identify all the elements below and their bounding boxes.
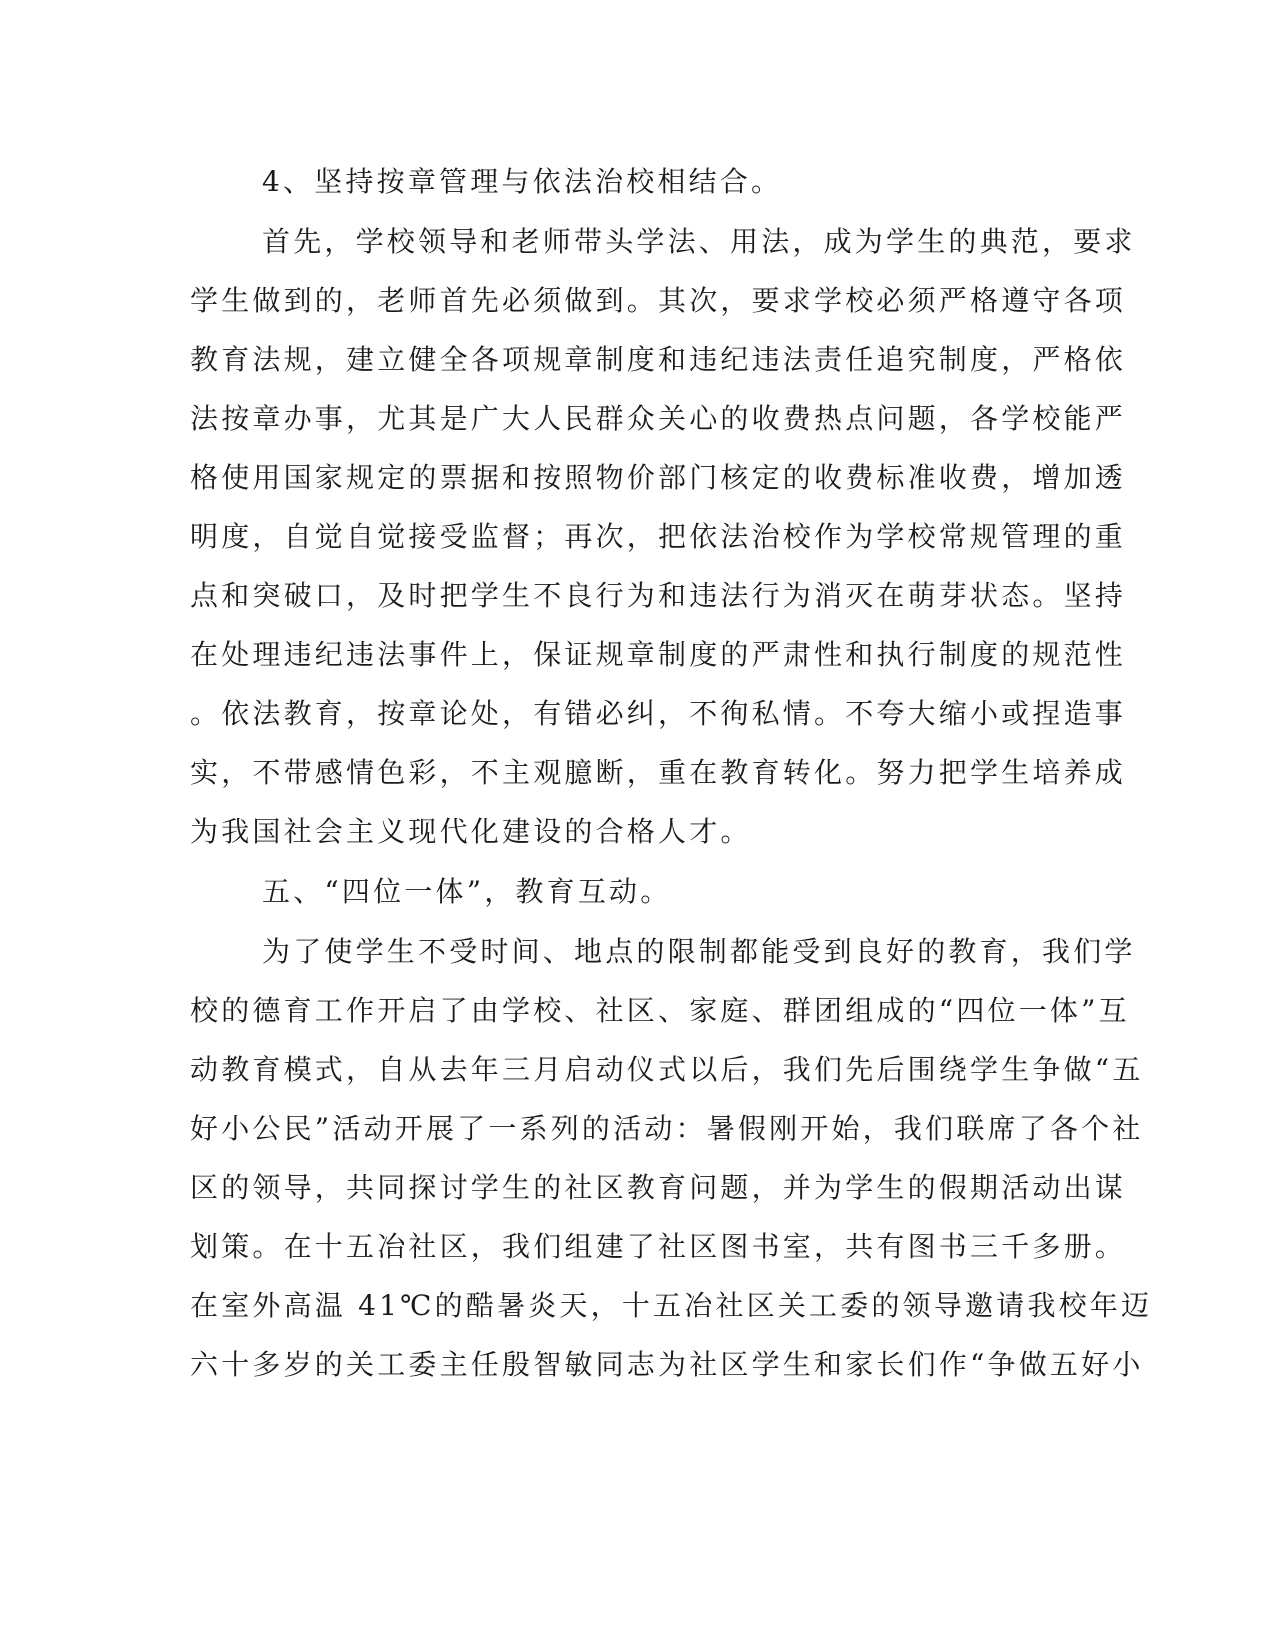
paragraph-line: 首先，学校领导和老师带头学法、用法，成为学生的典范，要求: [262, 225, 1136, 258]
paragraph-line: 六十多岁的关工委主任殷智敏同志为社区学生和家长们作“争做五好小: [190, 1348, 1144, 1381]
paragraph-line: 在室外高温 41℃的酷暑炎天，十五冶社区关工委的领导邀请我校年迈: [190, 1289, 1153, 1322]
paragraph-line: 格使用国家规定的票据和按照物价部门核定的收费标准收费，增加透: [190, 461, 1127, 494]
paragraph-line: 为我国社会主义现代化建设的合格人才。: [190, 815, 752, 848]
paragraph-line: 明度，自觉自觉接受监督；再次，把依法治校作为学校常规管理的重: [190, 520, 1127, 553]
section-heading: 4、坚持按章管理与依法治校相结合。: [262, 165, 783, 198]
paragraph-line: 教育法规，建立健全各项规章制度和违纪违法责任追究制度，严格依: [190, 343, 1127, 376]
paragraph-line: 划策。在十五冶社区，我们组建了社区图书室，共有图书三千多册。: [190, 1230, 1127, 1263]
paragraph-line: 点和突破口，及时把学生不良行为和违法行为消灭在萌芽状态。坚持: [190, 579, 1127, 612]
paragraph-line: 法按章办事，尤其是广大人民群众关心的收费热点问题，各学校能严: [190, 402, 1127, 435]
paragraph-line: 实，不带感情色彩，不主观臆断，重在教育转化。努力把学生培养成: [190, 756, 1127, 789]
paragraph-line: 学生做到的，老师首先必须做到。其次，要求学校必须严格遵守各项: [190, 284, 1127, 317]
paragraph-line: 动教育模式，自从去年三月启动仪式以后，我们先后围绕学生争做“五: [190, 1053, 1144, 1086]
section-heading: 五、“四位一体”，教育互动。: [262, 875, 672, 908]
paragraph-line: 。依法教育，按章论处，有错必纠，不徇私情。不夸大缩小或捏造事: [190, 697, 1127, 730]
paragraph-line: 校的德育工作开启了由学校、社区、家庭、群团组成的“四位一体”互: [190, 994, 1130, 1027]
paragraph-line: 在处理违纪违法事件上，保证规章制度的严肃性和执行制度的规范性: [190, 638, 1127, 671]
paragraph-line: 区的领导，共同探讨学生的社区教育问题，并为学生的假期活动出谋: [190, 1171, 1127, 1204]
paragraph-line: 为了使学生不受时间、地点的限制都能受到良好的教育，我们学: [262, 935, 1136, 968]
paragraph-line: 好小公民”活动开展了一系列的活动：暑假刚开始，我们联席了各个社: [190, 1112, 1144, 1145]
